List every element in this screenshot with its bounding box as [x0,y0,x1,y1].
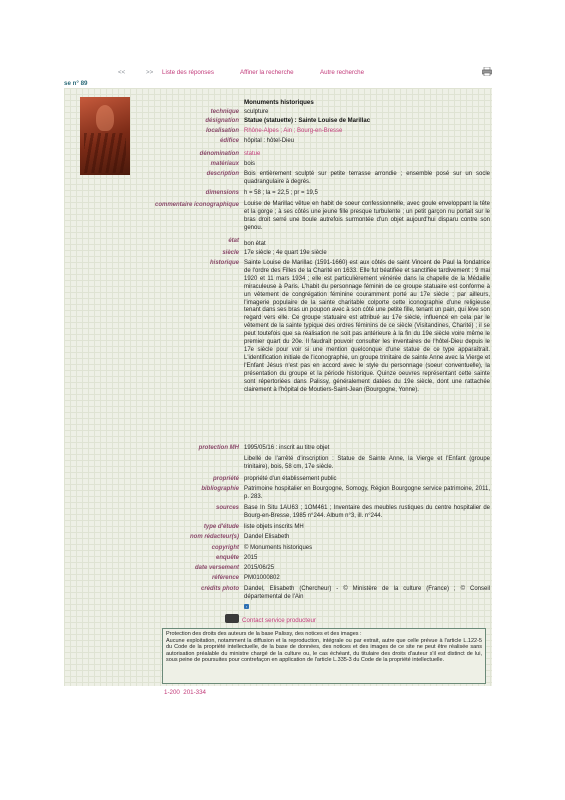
field-value: sculpture [244,109,269,115]
field-value: Dandel Elisabeth [244,534,290,540]
field-label: protection MH [198,445,239,451]
field-label: date versement [194,565,239,571]
field-label: historique [209,260,239,266]
field-value: h = 58 ; la = 22,5 ; pr = 19,5 [244,190,318,196]
field-value: Sainte Louise de Marillac (1591-1660) est aux côtés de saint Vincent de Paul la fondatrice de l'ordre des Filles de la Charité en 1633. Elle fut béatifiée et sanctifiée tardivement : 9 mai 1920 et 11 mars 1934 ; elle est particulièrement vénérée dans la chapelle de la Médaille miraculeuse à Paris. L'habit du personnage féminin de ce groupe statuaire est conforme à un vêtement de congrégation féminine couramment porté au 17e siècle ; par ailleurs, l'imagerie populaire de la sainte charitable colporte cette iconographie d'une religieuse tenant dans ses bras un poupon avec à son côté une petite fille, tenant un pain, qui lève son regard vers elle. Ce groupe statuaire est attribué au 17e siècle, influencé en cela par le vêtement de la sainte typique des ordres féminins de ce siècle (Visitandines, Charité) ; il se peut toutefois que sa réalisation ne soit pas antérieure à la fin du 19e siècle voire même le premier quart du 20e. Il faudrait pouvoir consulter les inventaires de l'hôtel-Dieu depuis le 17e siècle pour voir si une mention quelconque d'une statue de ce type apparaîtrait. L'identification initiale de l'iconographie, un groupe trinitaire de sainte Anne avec la Vierge et l'Enfant Jésus n'est pas en accord avec le style du personnage (soeur conventuelle), la présentation du groupe et la période historique. Quinze oeuvres représentant cette sainte sont répertoriées dans Palissy, généralement datées du 19e siècle, dont une rattachée clairement à l'hôpital de Moutiers-Saint-Jean (Bourgogne, Yonne). [244,260,490,393]
field-value: PM01000802 [244,575,280,581]
field-value: 2015 [244,555,258,561]
record-heading: Monuments historiques [244,99,314,106]
field-label: matériaux [210,161,239,167]
field-value: liste objets inscrits MH [244,524,304,530]
record-number: se n° 89 [64,80,88,87]
denomination-link[interactable]: statue [244,151,261,157]
field-label: description [206,171,239,177]
field-value: bois [244,161,256,167]
print-icon[interactable] [482,67,492,76]
field-label: dimensions [205,190,239,196]
field-label: sources [215,505,239,511]
photo-carving [84,133,126,173]
page-link-1[interactable]: 1-200 [164,689,180,696]
contact-producer-link[interactable]: Contact service producteur [242,617,316,624]
results-list-link[interactable]: Liste des réponses [162,69,214,76]
localisation-link[interactable]: Rhône-Alpes ; Ain ; Bourg-en-Bresse [244,128,343,134]
field-value: Base In Situ 1AU63 ; 1OM461 ; Inventaire des meubles rustiques du centre hospitalier de Bourg-en-Bresse, 1985 n°244. Album n°3, ill. n°244. [244,505,490,519]
field-label: localisation [205,128,239,134]
rights-notice [162,628,486,684]
field-label: technique [210,109,239,115]
field-label: type d'étude [203,524,239,530]
field-label: désignation [205,118,239,124]
navigation-bar [64,69,492,81]
field-label: nom rédacteur(s) [189,534,239,540]
rights-body: Aucune exploitation, notamment la diffusion et la reproduction, intégrale ou par extrait, autre que celle prévue à l'article L.122-5 du Code de la propriété intellectuelle, de la base de données, des notices et des images de ce site ne peut être réalisée sans autorisation préalable du ministre chargé de la culture ou, le cas échéant, du titulaire des droits d'auteur s'il est distinct de lui, sous peine de poursuites pour contrefaçon en application de l'article L.335-3 du Code de la propriété intellectuelle. [166,637,482,664]
field-value: Bois entièrement sculpté sur petite terrasse arrondie ; ensemble posé sur un socle quadrangulaire à degrés. [244,171,490,185]
field-label: siècle [222,250,239,256]
field-value: 1995/05/16 : inscrit au titre objet [244,445,330,451]
field-label: propriété [212,476,239,482]
rights-title: Protection des droits des auteurs de la base Palissy, des notices et des images : [166,631,362,637]
field-label: état [228,238,239,244]
field-value: Libellé de l'arrêté d'inscription : Statue de Sainte Anne, la Vierge et l'Enfant (groupe trinitaire), bois, 58 cm, 17e siècle. [244,456,490,470]
prev-link[interactable]: << [118,69,126,76]
refine-search-link[interactable]: Affiner la recherche [240,69,294,76]
field-value: Dandel, Elisabeth (Chercheur) - © Ministère de la culture (France) ; © Conseil départemental de l'Ain [244,586,490,600]
field-value: Patrimoine hospitalier en Bourgogne, Somogy, Région Bourgogne service patrimoine, 2011, p. 283. [244,486,490,500]
field-label: édifice [219,138,239,144]
field-value: bon état [244,241,266,247]
field-value: © Monuments historiques [244,545,313,551]
page-link-2[interactable]: 201-334 [183,689,206,696]
field-value: Statue (statuette) : Sainte Louise de Marillac [244,118,371,124]
field-value: Louise de Marillac vêtue en habit de soeur confessionnelle, avec goule enveloppant la tête et la gorge ; à ses côtés une jeune fille presque turbulente ; un petit garçon nu portait sur le bras droit serré une boule autrefois surmontée d'un objet aujourd'hui disparu contre son genou. [244,201,490,231]
pagination [164,689,206,696]
field-label: dénomination [199,151,239,157]
field-value: hôpital : hôtel-Dieu [244,138,295,144]
contact-icon[interactable] [225,614,239,623]
field-value: propriété d'un établissement public [244,476,337,482]
field-value: 2015/06/25 [244,565,275,571]
field-value: 17e siècle ; 4e quart 19e siècle [244,250,327,256]
field-label: bibliographie [201,486,239,492]
field-label: enquête [215,555,239,561]
photo-highlight [96,105,114,131]
field-label: crédits photo [200,586,239,592]
other-search-link[interactable]: Autre recherche [320,69,365,76]
field-label: commentaire iconographique [154,202,239,208]
object-photo[interactable] [80,97,130,175]
field-label: copyright [211,545,239,551]
next-link[interactable]: >> [146,69,154,76]
info-wrap [244,604,490,612]
field-label: référence [211,575,239,581]
info-icon[interactable]: › [245,604,248,609]
